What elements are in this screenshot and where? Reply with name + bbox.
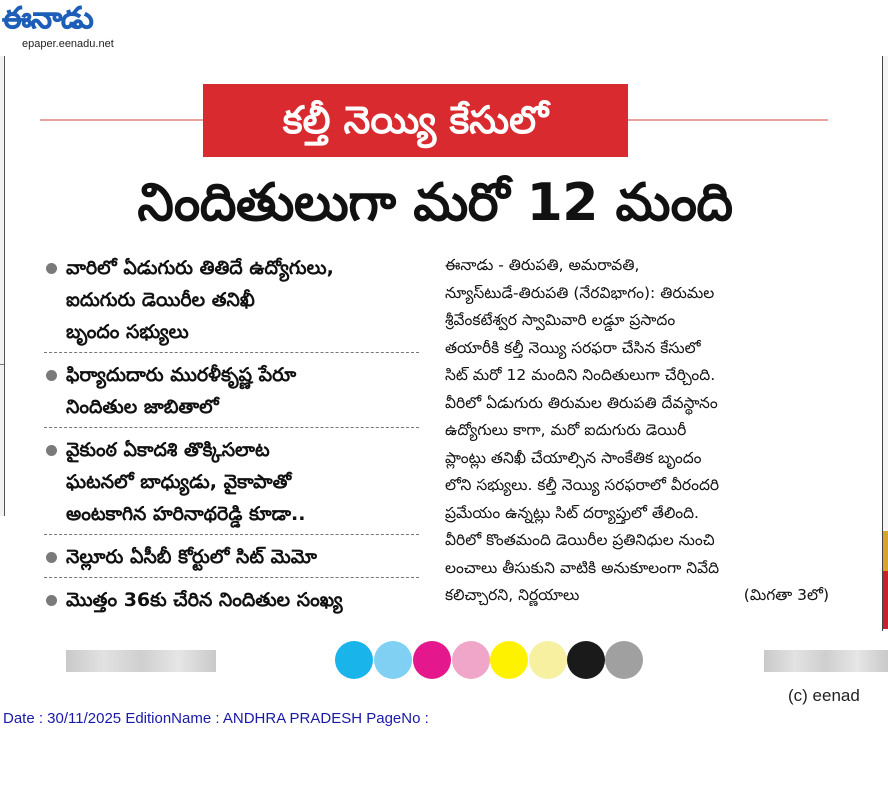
- masthead-logo: [0, 0, 150, 56]
- dashed-divider: [44, 352, 419, 353]
- newspaper-clipping: [0, 56, 888, 716]
- gray-bar-right: [764, 650, 888, 672]
- highlight-item: నెల్లూరు ఏసీబీ కోర్టులో సిట్ మెమో: [44, 541, 419, 573]
- copyright-notice: (c) eenad: [788, 686, 860, 705]
- adjacent-column-edge-right: [882, 56, 888, 631]
- body-line: వీరిలో కొంతమంది డెయిరీల ప్రతినిధుల నుంచి: [445, 531, 715, 549]
- body-line: కలిచ్చారని, నిర్ణయాలు: [445, 586, 580, 604]
- highlight-item: వైకుంఠ ఏకాదశి తొక్కిసలాట ఘటనలో బాధ్యుడు, వైకాపాతో అంటకాగిన హరినాథరెడ్డి కూడా..: [44, 434, 419, 530]
- gray-bar-left: [66, 650, 216, 672]
- swatch-light-cyan: [374, 641, 412, 679]
- body-line: లోని సభ్యులు. కల్తీ నెయ్యి సరఫరాలో వీరందరి: [445, 476, 720, 494]
- highlights-list: [44, 252, 419, 616]
- bullet-dot-icon: [46, 445, 57, 456]
- continued-note: (మిగతా 3లో): [743, 586, 829, 604]
- body-line: లంచాలు తీసుకుని వాటికి అనుకూలంగా నివేది: [445, 558, 720, 577]
- body-line: శ్రీవేంకటేశ్వర స్వామివారి లడ్డూ ప్రసాదం: [445, 311, 676, 329]
- masthead-url: epaper.eenadu.net: [22, 38, 114, 50]
- article-kicker: కల్తీ నెయ్యి కేసులో: [203, 84, 628, 157]
- bullet-dot-icon: [46, 552, 57, 563]
- bullet-dot-icon: [46, 370, 57, 381]
- body-line: సిట్ మరో 12 మందిని నిందితులుగా చేర్చింది.: [445, 366, 716, 384]
- body-line: ఈనాడు - తిరుపతి, అమరావతి,: [445, 256, 640, 274]
- dashed-divider: [44, 427, 419, 428]
- highlight-item: మొత్తం 36కు చేరిన నిందితుల సంఖ్య: [44, 584, 419, 616]
- body-line: న్యూస్‌టుడే-తిరుపతి (నేరవిభాగం): తిరుమల: [445, 283, 715, 302]
- body-line: ప్రమేయం ఉన్నట్లు సిట్ దర్యాప్తులో తేలింది.: [445, 503, 699, 522]
- body-line: ఉద్యోగులు కాగా, మరో ఐదుగురు డెయిరీ: [445, 421, 687, 439]
- swatch-light-magenta: [452, 641, 490, 679]
- article-body: [445, 252, 829, 610]
- swatch-yellow: [490, 641, 528, 679]
- dashed-divider: [44, 577, 419, 578]
- edition-footer: Date : 30/11/2025 EditionName : ANDHRA PRADESH PageNo :: [3, 710, 429, 727]
- swatch-magenta: [413, 641, 451, 679]
- swatch-light-yellow: [529, 641, 567, 679]
- highlight-item: వారిలో ఏడుగురు తితిదే ఉద్యోగులు, ఐదుగురు డెయిరీల తనిఖీ బృందం సభ్యులు: [44, 252, 419, 348]
- eenadu-logo-mark: ఈనాడు: [2, 1, 93, 36]
- swatch-cyan: [335, 641, 373, 679]
- body-line: వీరిలో ఏడుగురు తిరుమల తిరుపతి దేవస్థానం: [445, 393, 718, 412]
- body-line: ప్లాంట్లు తనిఖీ చేయాల్సిన సాంకేతిక బృందం: [445, 448, 702, 467]
- bullet-dot-icon: [46, 595, 57, 606]
- bullet-dot-icon: [46, 263, 57, 274]
- highlight-item: ఫిర్యాదుదారు మురళీకృష్ణ పేరూ నిందితుల జాబితాలో: [44, 359, 419, 423]
- article-headline: నిందితులుగా మరో 12 మంది: [137, 173, 733, 233]
- swatch-black: [567, 641, 605, 679]
- color-registration-bar: [0, 641, 888, 681]
- dashed-divider: [44, 534, 419, 535]
- adjacent-column-edge-left: [0, 56, 5, 516]
- body-last-line: [445, 582, 829, 610]
- swatch-gray: [605, 641, 643, 679]
- body-line: తయారీకి కల్తీ నెయ్యి సరఫరా చేసిన కేసులో: [445, 338, 701, 357]
